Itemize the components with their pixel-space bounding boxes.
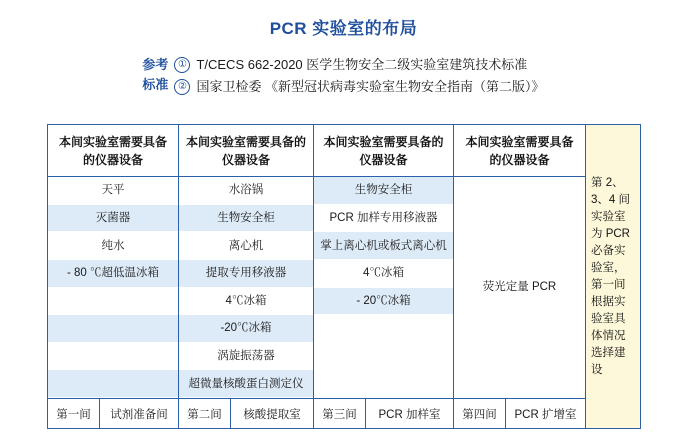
equipment-item: 4℃冰箱 [314, 260, 453, 288]
equipment-item: -20℃冰箱 [179, 315, 313, 343]
reference-text: T/CECS 662-2020 医学生物安全二级实验室建筑技术标准 [196, 57, 528, 72]
column-header: 本间实验室需要具备的仪器设备 [48, 125, 178, 177]
references-block [0, 55, 687, 97]
equipment-item: 水浴锅 [179, 177, 313, 205]
room-column-1 [47, 124, 178, 429]
equipment-item [314, 315, 453, 343]
equipment-item [314, 343, 453, 371]
equipment-item: 离心机 [179, 232, 313, 260]
equipment-item: 生物安全柜 [314, 177, 453, 205]
equipment-item: 超微量核酸蛋白测定仪 [179, 370, 313, 398]
equipment-item [48, 315, 178, 343]
reference-item [174, 55, 544, 75]
room-column-4 [453, 124, 585, 429]
equipment-item: - 20℃冰箱 [314, 288, 453, 316]
reference-item [174, 77, 544, 97]
room-number: 第四间 [454, 399, 506, 428]
equipment-item: 4℃冰箱 [179, 288, 313, 316]
equipment-list [454, 177, 585, 398]
room-footer [314, 398, 453, 428]
equipment-item: 提取专用移液器 [179, 260, 313, 288]
room-footer [454, 398, 585, 428]
lab-layout-table [47, 124, 641, 429]
room-number: 第三间 [314, 399, 366, 428]
equipment-item: 掌上离心机或板式离心机 [314, 232, 453, 260]
room-name: PCR 扩增室 [514, 408, 577, 421]
room-footer [179, 398, 313, 428]
references-label-line1: 参考 [142, 57, 169, 72]
room-number: 第二间 [179, 399, 231, 428]
references-label-line2: 标准 [142, 77, 169, 92]
equipment-item [48, 370, 178, 398]
equipment-item: - 80 ℃超低温冰箱 [48, 260, 178, 288]
equipment-list [179, 177, 313, 398]
column-header: 本间实验室需要具备的仪器设备 [314, 125, 453, 177]
equipment-item: 生物安全柜 [179, 205, 313, 233]
room-column-3 [313, 124, 453, 429]
note-text: 第 2、3、4 间实验室为 PCR 必备实验室，第一间根据实验室具体情况选择建设 [591, 176, 630, 376]
equipment-item: 涡旋振荡器 [179, 343, 313, 371]
room-name: PCR 加样室 [378, 408, 441, 421]
equipment-item: 纯水 [48, 232, 178, 260]
equipment-item [314, 370, 453, 398]
equipment-list [314, 177, 453, 398]
equipment-item [48, 288, 178, 316]
equipment-item: 天平 [48, 177, 178, 205]
references-label [142, 55, 168, 95]
references-list [174, 55, 544, 97]
column-header: 本间实验室需要具备的仪器设备 [179, 125, 313, 177]
circled-number-icon: ② [174, 79, 190, 95]
room-name: 核酸提取室 [243, 408, 301, 421]
reference-text: 国家卫检委 《新型冠状病毒实验室生物安全指南（第二版）》 [196, 79, 545, 94]
equipment-list [48, 177, 178, 398]
column-header: 本间实验室需要具备的仪器设备 [454, 125, 585, 177]
room-column-2 [178, 124, 313, 429]
note-column [585, 124, 641, 429]
equipment-item [48, 343, 178, 371]
circled-number-icon: ① [174, 57, 190, 73]
room-number: 第一间 [48, 399, 100, 428]
room-name: 试剂准备间 [110, 408, 168, 421]
equipment-item: PCR 加样专用移液器 [314, 205, 453, 233]
room-footer [48, 398, 178, 428]
equipment-item: 荧光定量 PCR [454, 177, 585, 398]
page-title: PCR 实验室的布局 [269, 19, 418, 38]
equipment-item: 灭菌器 [48, 205, 178, 233]
